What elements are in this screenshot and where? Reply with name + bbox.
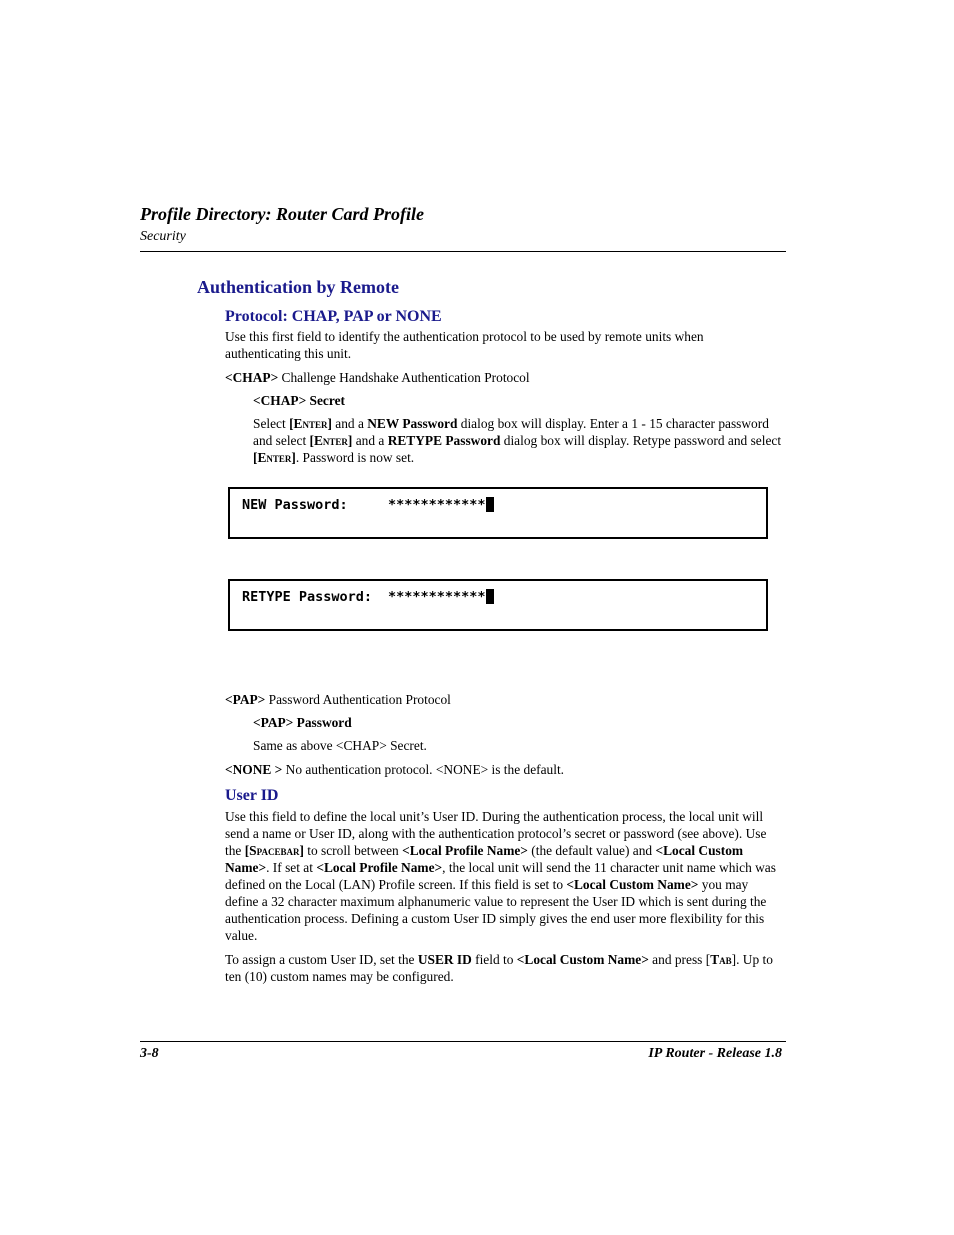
new-password-label: NEW Password:: [242, 497, 348, 513]
pap-same-text: Same as above <CHAP> Secret.: [253, 738, 427, 753]
none-line: [225, 761, 564, 778]
page-number: 3-8: [140, 1046, 159, 1061]
pap-line: [225, 691, 451, 708]
new-password-term: NEW Password: [367, 416, 458, 431]
retype-password-screen: [228, 579, 768, 631]
protocol-intro: Use this first field to identify the authentication protocol to be used by remote units when authenticating this unit.: [225, 329, 704, 361]
userid-paragraph-2: To assign a custom User ID, set the USER ID field to <Local Custom Name> and press [Tab]. Up to ten (10) custom names may be configured.: [225, 952, 773, 984]
pap-tag: <PAP>: [225, 692, 266, 707]
none-tag: <NONE >: [225, 762, 283, 777]
footer-rule: [140, 1041, 786, 1042]
protocol-heading: Protocol: CHAP, PAP or NONE: [225, 308, 442, 325]
retype-password-value: ************: [388, 589, 494, 605]
document-title: IP Router - Release 1.8: [648, 1046, 782, 1061]
none-desc: No authentication protocol. <NONE> is the default.: [282, 762, 565, 777]
userid-paragraph-1: Use this field to define the local unit’s User ID. During the authentication process, the local unit will send a name or User ID, along with the authentication protocol’s secret or password (see above). Use the [Spacebar] to scroll between <Local Profile Name> (the default value) and <Local Custom Name>. If set at <Local Profile Name>, the local unit will send the 11 character unit name which was defined on the Local (LAN) Profile screen. If this field is set to <Local Custom Name> you may define a 32 character maximum alphanumeric value to represent the User ID which is sent during the authentication process. Defining a custom User ID simply gives the end user more flexibility for this value.: [225, 809, 776, 943]
pap-desc: Password Authentication Protocol: [265, 692, 451, 707]
chap-desc: Challenge Handshake Authentication Protocol: [278, 370, 530, 385]
cursor-block: [486, 497, 494, 512]
new-password-value: ************: [388, 497, 494, 513]
spacebar-key: [Spacebar]: [244, 843, 304, 858]
enter-key: [Enter]: [309, 433, 353, 448]
page-header-subtitle: Security: [140, 229, 186, 244]
tab-key: Tab: [710, 952, 732, 967]
chap-line: [225, 369, 530, 386]
retype-password-term: RETYPE Password: [387, 433, 501, 448]
chap-tag: <CHAP>: [225, 370, 279, 385]
userid-heading: User ID: [225, 787, 279, 804]
enter-key: [Enter]: [253, 450, 296, 465]
header-rule: [140, 251, 786, 252]
section-heading: Authentication by Remote: [197, 277, 399, 297]
pap-password-heading: <PAP> Password: [253, 715, 352, 730]
new-password-screen: [228, 487, 768, 539]
chap-instructions: Select [Enter] and a NEW Password dialog box will display. Enter a 1 - 15 character password and select [Enter] and a RETYPE Password dialog box will display. Retype password and select [Enter]. Password is now set.: [253, 416, 782, 465]
page-header-title: Profile Directory: Router Card Profile: [140, 204, 424, 224]
chap-secret-heading: <CHAP> Secret: [253, 393, 345, 408]
enter-key: [Enter]: [289, 416, 332, 431]
retype-password-label: RETYPE Password:: [242, 589, 373, 605]
cursor-block: [486, 589, 494, 604]
